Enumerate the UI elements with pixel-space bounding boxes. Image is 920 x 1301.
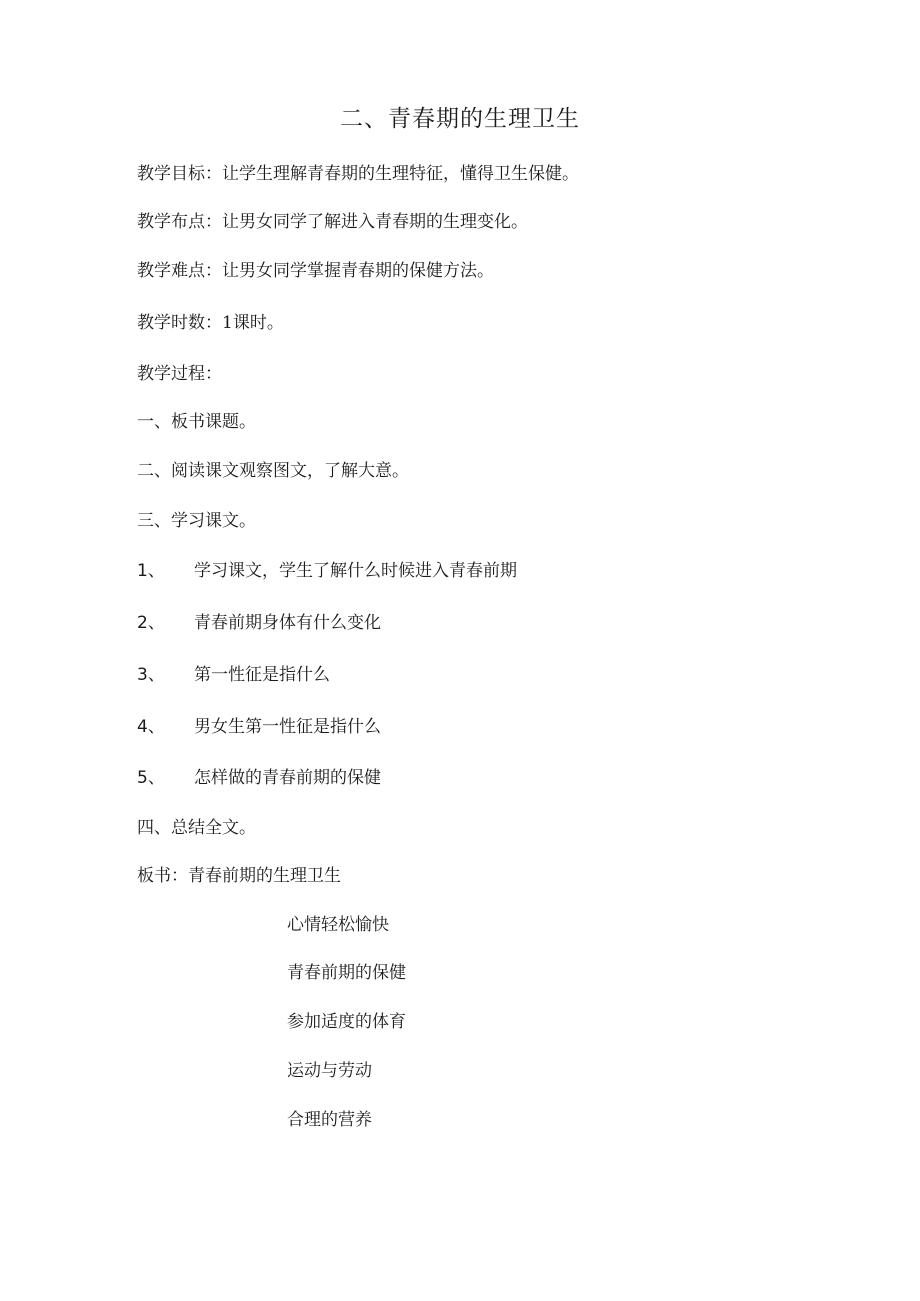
numbered-item [137, 715, 381, 739]
step-item: 一、板书课题。 [137, 412, 256, 432]
teaching-hours: 教学时数：1课时。 [137, 313, 284, 333]
board-item: 运动与劳动 [287, 1061, 372, 1081]
summary-step: 四、总结全文。 [137, 818, 256, 838]
teaching-focus: 教学布点：让男女同学了解进入青春期的生理变化。 [137, 212, 528, 232]
numbered-item-text: 学习课文，学生了解什么时候进入青春前期 [194, 561, 517, 581]
board-item: 参加适度的体育 [287, 1012, 406, 1032]
board-item: 心情轻松愉快 [287, 915, 389, 935]
teaching-difficulty: 教学难点：让男女同学掌握青春期的保健方法。 [137, 261, 494, 281]
teaching-goal: 教学目标：让学生理解青春期的生理特征，懂得卫生保健。 [137, 164, 579, 184]
numbered-item [137, 766, 381, 790]
numbered-item-number: 5、 [137, 768, 165, 788]
numbered-item-text: 男女生第一性征是指什么 [194, 717, 381, 737]
numbered-item-text: 怎样做的青春前期的保健 [194, 768, 381, 788]
teaching-process-label: 教学过程： [137, 364, 222, 384]
numbered-item-text: 青春前期身体有什么变化 [194, 613, 381, 633]
step-item: 二、阅读课文观察图文，了解大意。 [137, 461, 409, 481]
board-item: 青春前期的保健 [287, 963, 406, 983]
numbered-item-number: 1、 [137, 561, 165, 581]
board-title: 板书：青春前期的生理卫生 [137, 866, 341, 886]
numbered-item-number: 2、 [137, 613, 165, 633]
numbered-item-number: 3、 [137, 665, 165, 685]
numbered-item-text: 第一性征是指什么 [194, 665, 330, 685]
numbered-item [137, 611, 381, 635]
numbered-item [137, 663, 330, 687]
board-item: 合理的营养 [287, 1110, 372, 1130]
document-title: 二、青春期的生理卫生 [340, 106, 580, 132]
numbered-item [137, 559, 517, 583]
numbered-item-number: 4、 [137, 717, 165, 737]
step-item: 三、学习课文。 [137, 511, 256, 531]
